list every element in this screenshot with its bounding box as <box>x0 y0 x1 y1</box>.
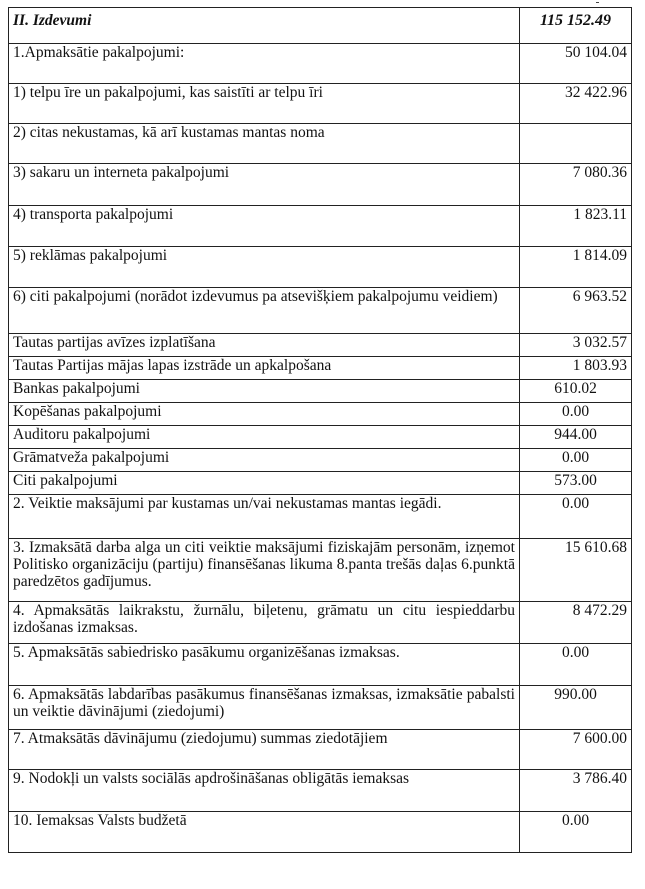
row-value: 1 823.11 <box>520 206 632 247</box>
row-label: 6. Apmaksātās labdarības pasākumus finansēšanas izmaksas, izmaksātie pabalsti un veiktie dāvinājumi (ziedojumi) <box>9 686 520 730</box>
row-value: 6 963.52 <box>520 288 632 334</box>
row-value <box>520 124 632 164</box>
table-row <box>9 164 632 206</box>
row-label: 6) citi pakalpojumi (norādot izdevumus pa atsevišķiem pakalpojumu veidiem) <box>9 288 520 334</box>
row-label: Citi pakalpojumi <box>9 472 520 495</box>
section-title: II. Izdevumi <box>9 8 520 44</box>
row-value: 8 472.29 <box>520 602 632 644</box>
section-total: 115 152.49 <box>520 8 632 44</box>
row-value: 0.00 <box>520 812 632 853</box>
row-value: 7 600.00 <box>520 730 632 770</box>
row-value: 1 803.93 <box>520 357 632 380</box>
expenses-table <box>8 7 632 853</box>
table-row <box>9 770 632 812</box>
table-row <box>9 84 632 124</box>
table-row <box>9 426 632 449</box>
table-row <box>9 495 632 539</box>
table-row <box>9 357 632 380</box>
row-value: 3 032.57 <box>520 334 632 357</box>
table-row <box>9 472 632 495</box>
row-value: 944.00 <box>520 426 632 449</box>
row-label: Auditoru pakalpojumi <box>9 426 520 449</box>
row-value: 0.00 <box>520 403 632 426</box>
row-label: Grāmatveža pakalpojumi <box>9 449 520 472</box>
row-value: 610.02 <box>520 380 632 403</box>
section-header-row <box>9 8 632 44</box>
table-row <box>9 730 632 770</box>
row-label: 1.Apmaksātie pakalpojumi: <box>9 44 520 84</box>
row-label: 5. Apmaksātās sabiedrisko pasākumu organizēšanas izmaksas. <box>9 644 520 686</box>
row-label: 10. Iemaksas Valsts budžetā <box>9 812 520 853</box>
table-row <box>9 334 632 357</box>
table-row <box>9 380 632 403</box>
row-label: 2) citas nekustamas, kā arī kustamas mantas noma <box>9 124 520 164</box>
row-label: 3) sakaru un interneta pakalpojumi <box>9 164 520 206</box>
row-label: 9. Nodokļi un valsts sociālās apdrošināšanas obligātās iemaksas <box>9 770 520 812</box>
row-value: 1 814.09 <box>520 247 632 288</box>
row-label: 2. Veiktie maksājumi par kustamas un/vai nekustamas mantas iegādi. <box>9 495 520 539</box>
row-value: 50 104.04 <box>520 44 632 84</box>
table-row <box>9 539 632 602</box>
table-row <box>9 288 632 334</box>
row-label: 4) transporta pakalpojumi <box>9 206 520 247</box>
table-row <box>9 812 632 853</box>
row-label: Bankas pakalpojumi <box>9 380 520 403</box>
table-row <box>9 602 632 644</box>
table-row <box>9 124 632 164</box>
row-label: 1) telpu īre un pakalpojumi, kas saistīti ar telpu īri <box>9 84 520 124</box>
row-value: 3 786.40 <box>520 770 632 812</box>
table-row <box>9 644 632 686</box>
row-value: 7 080.36 <box>520 164 632 206</box>
row-label: 5) reklāmas pakalpojumi <box>9 247 520 288</box>
row-value: 0.00 <box>520 495 632 539</box>
row-value: 15 610.68 <box>520 539 632 602</box>
row-label: 4. Apmaksātās laikrakstu, žurnālu, biļetenu, grāmatu un citu iespieddarbu izdošanas izmaksas. <box>9 602 520 644</box>
row-value: 0.00 <box>520 644 632 686</box>
row-value: 0.00 <box>520 449 632 472</box>
table-row <box>9 449 632 472</box>
row-label: Tautas Partijas mājas lapas izstrāde un apkalpošana <box>9 357 520 380</box>
row-label: Tautas partijas avīzes izplatīšana <box>9 334 520 357</box>
table-row <box>9 44 632 84</box>
table-row <box>9 686 632 730</box>
row-label: 7. Atmaksātās dāvinājumu (ziedojumu) summas ziedotājiem <box>9 730 520 770</box>
row-label: Kopēšanas pakalpojumi <box>9 403 520 426</box>
table-row <box>9 247 632 288</box>
table-row <box>9 403 632 426</box>
row-value: 573.00 <box>520 472 632 495</box>
scan-mark <box>596 2 599 3</box>
row-value: 32 422.96 <box>520 84 632 124</box>
row-value: 990.00 <box>520 686 632 730</box>
row-label: 3. Izmaksātā darba alga un citi veiktie maksājumi fiziskajām personām, izņemot Politisko organizāciju (partiju) finansēšanas likuma 8.panta trešās daļas 6.punktā paredzētos gadījumus. <box>9 539 520 602</box>
table-row <box>9 206 632 247</box>
